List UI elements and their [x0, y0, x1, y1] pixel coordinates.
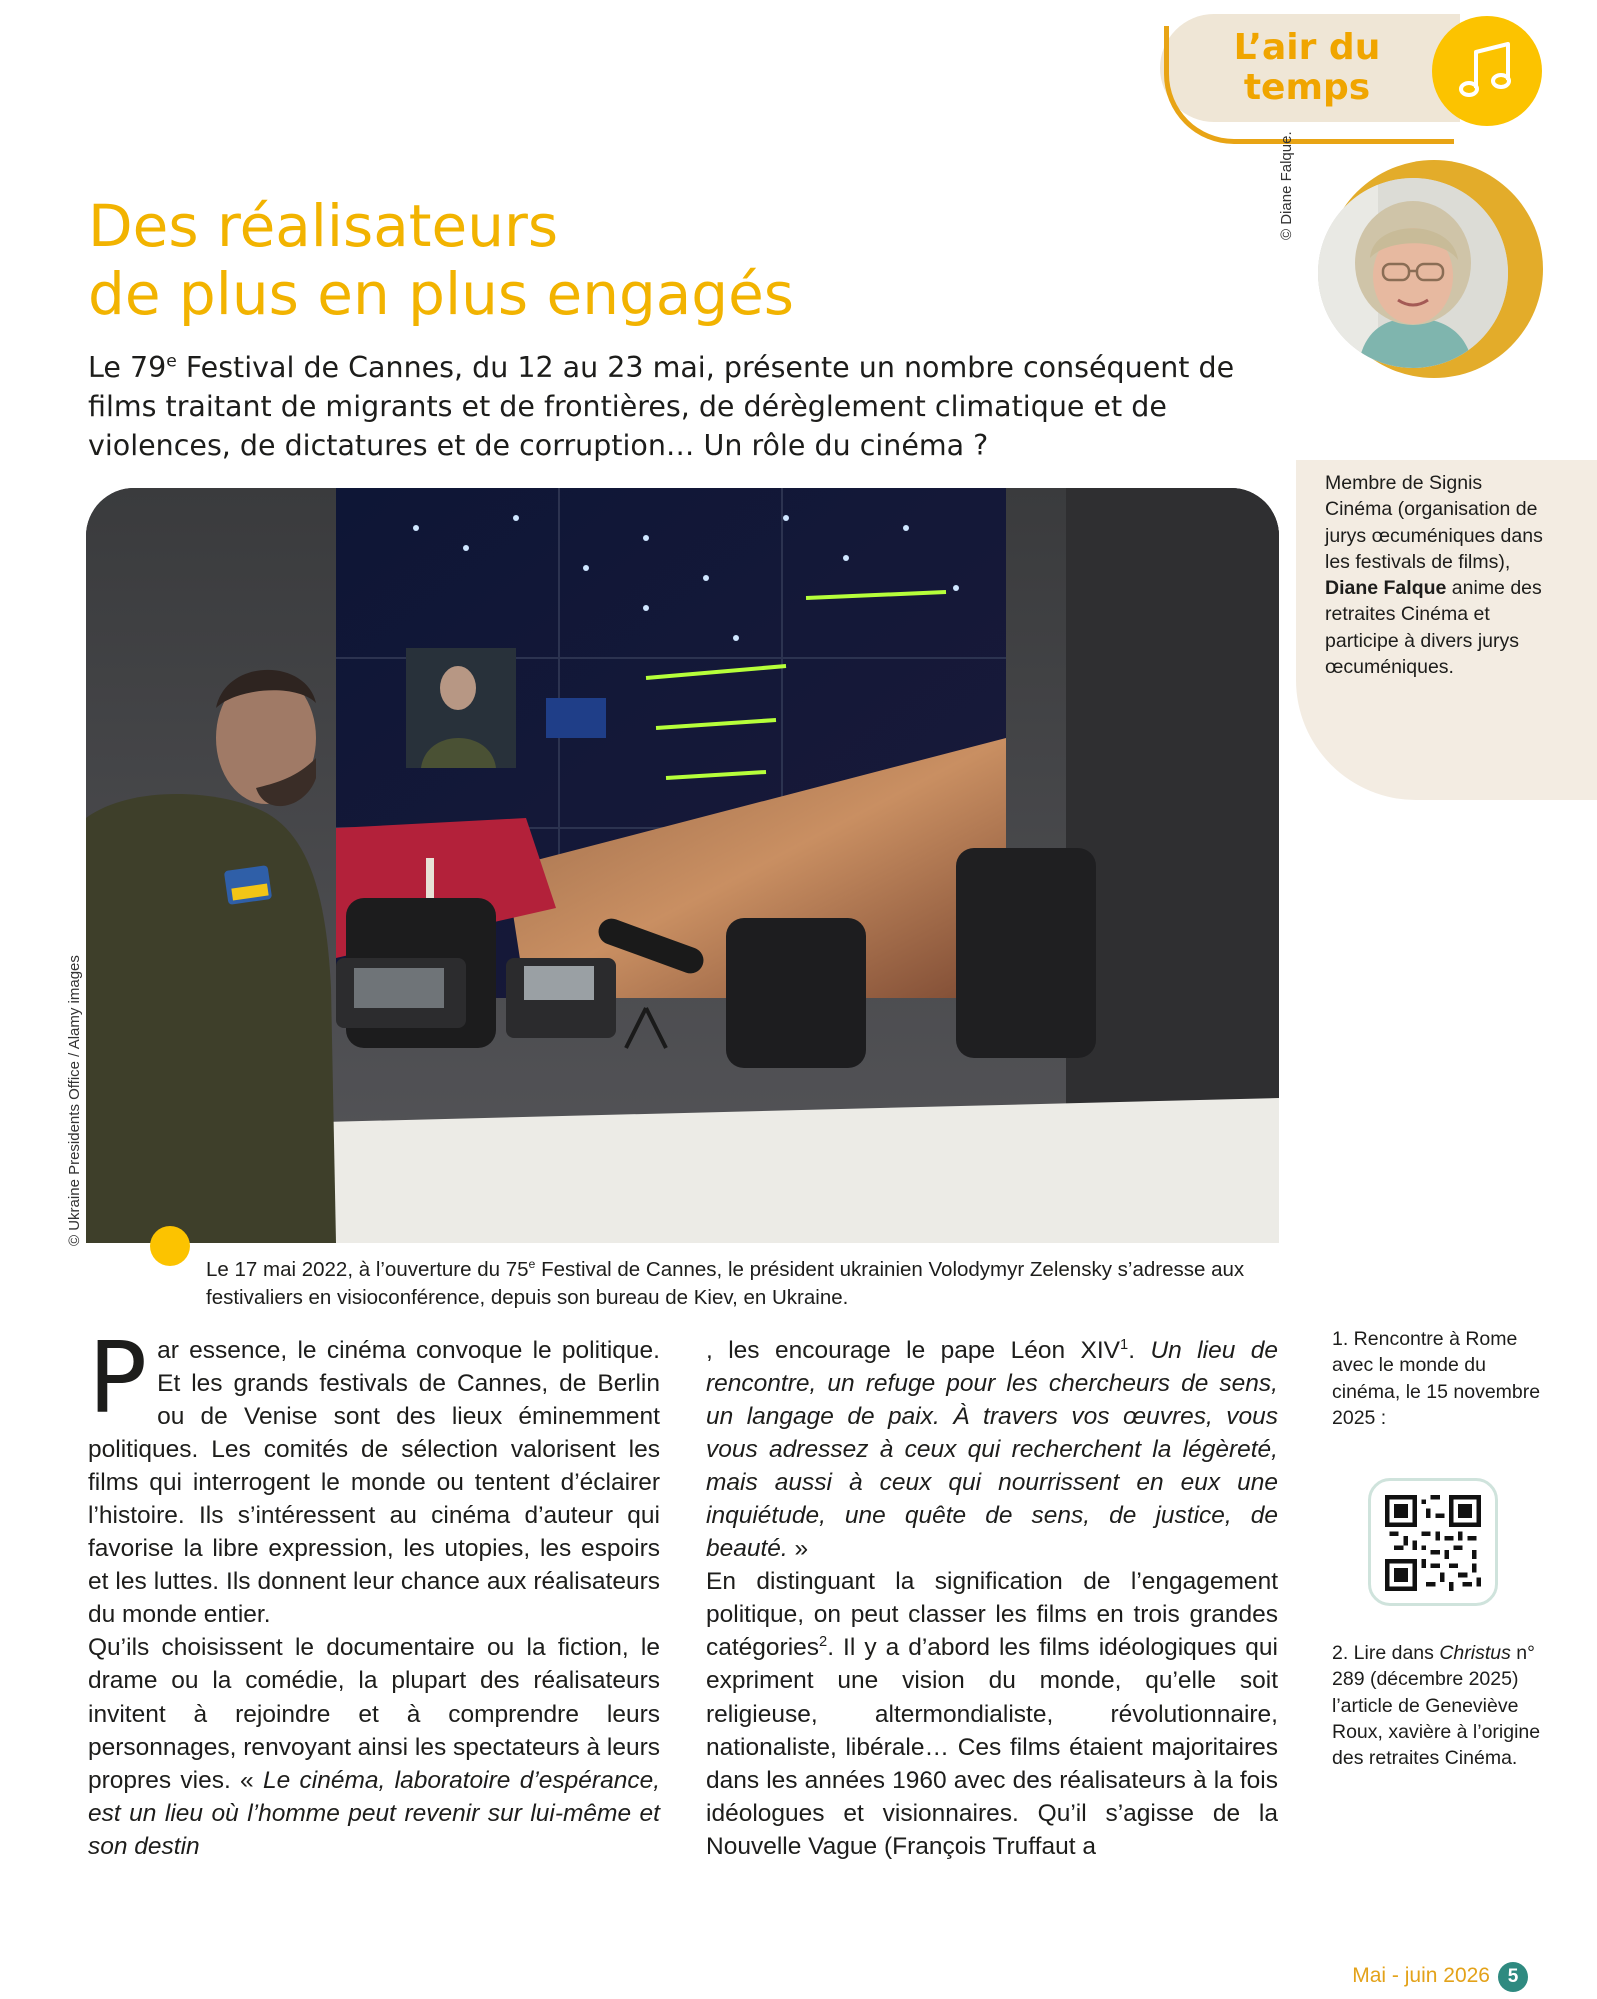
author-name: Diane Falque	[1325, 577, 1447, 600]
article-title	[88, 192, 988, 328]
photo-caption	[206, 1256, 1286, 1312]
page-number: 5	[1498, 1962, 1528, 1992]
footnote-ref-1: 1	[1120, 1336, 1129, 1353]
lead-text-end: Festival de Cannes, du 12 au 23 mai, présente un nombre conséquent de films traitant de migrants et de frontières, de dérèglement climatique et de violences, de dictatures et de corruption… Un rôle du cinéma ?	[88, 351, 1235, 462]
pope-quote: Le cinéma, laboratoire d’espérance, est un lieu où l’homme peut revenir sur lui-même et son destin	[88, 1766, 661, 1860]
section-tag-label	[1222, 28, 1392, 108]
drop-cap: P	[88, 1322, 148, 1436]
paragraph-1	[88, 1322, 660, 1631]
footnote-2-text-start: 2. Lire dans	[1332, 1642, 1440, 1664]
body-column-2	[706, 1334, 1278, 1863]
article-lead	[88, 348, 1278, 465]
issue-date: Mai - juin 2026	[1352, 1964, 1490, 1987]
pope-quote-2: Un lieu de rencontre, un refuge pour les chercheurs de sens, un langage de paix. À travers vos œuvres, vous vous adressez à ceux qui recherchent la légèreté, mais aussi à ceux qui nourrissent en eux une inquiétude, une quête de sens, de justice, de beauté.	[706, 1337, 1278, 1563]
paragraph-2-continued	[706, 1334, 1278, 1565]
quote-separator: .	[1128, 1337, 1151, 1364]
paragraph-3-text-end: . Il y a d’abord les films idéologiques qui expriment une vision du monde, qu’elle soit religieuse, altermondialiste, révolutionnaire, nationaliste, libérale… Ces films étaient majoritaires dans les années 1960 avec des réalisateurs à la fois idéologues et visionnaires. Qu’il s’agisse de la Nouvelle Vague (François Truffaut a	[706, 1634, 1278, 1860]
section-tag-line2: temps	[1243, 67, 1371, 108]
lead-text-start: Le 79	[88, 351, 167, 384]
body-column-1	[88, 1322, 661, 1863]
main-photo	[86, 488, 1279, 1243]
paragraph-3-text-start: En distinguant la signification de l’engagement politique, on peut classer les films en trois grandes catégories	[706, 1568, 1278, 1662]
title-line2: de plus en plus engagés	[88, 260, 795, 328]
portrait-credit: © Diane Falque.	[1278, 131, 1295, 240]
lead-superscript: e	[166, 351, 177, 372]
footnote-2	[1332, 1640, 1552, 1771]
quote-close: »	[787, 1535, 809, 1563]
footnote-1: 1. Rencontre à Rome avec le monde du cinéma, le 15 novembre 2025 :	[1332, 1328, 1541, 1429]
section-tag	[1160, 14, 1452, 124]
caption-superscript: e	[528, 1257, 536, 1272]
author-portrait	[1318, 178, 1508, 368]
section-tag-line1: L’air du	[1233, 27, 1381, 68]
bio-text-end: anime des retraites Cinéma et participe à divers jurys œcuméniques.	[1325, 577, 1542, 679]
caption-dot	[150, 1226, 190, 1266]
photo-credit: © Ukraine Presidents Office / Alamy images	[66, 955, 83, 1246]
paragraph-1-text: ar essence, le cinéma convoque le politique. Et les grands festivals de Cannes, de Berlin ou de Venise sont des lieux éminemment politiques. Les comités de sélection valorisent les films qui interrogent le monde ou tentent d’éclairer l’histoire. Ils s’intéressent au cinéma d’auteur qui favorise la libre expression, les utopies, les espoirs et les luttes. Ils donnent leur chance aux réalisateurs du monde entier.	[88, 1337, 660, 1629]
caption-text-start: Le 17 mai 2022, à l’ouverture du 75	[206, 1258, 529, 1281]
paragraph-3	[706, 1565, 1278, 1862]
bio-text-start: Membre de Signis Cinéma (organisation de jurys œcuméniques dans les festivals de films),	[1325, 472, 1543, 573]
paragraph-2-text: Qu’ils choisissent le documentaire ou la fiction, le drame ou la comédie, la plupart des réalisateurs invitent à rejoindre et à comprendre leurs personnages, renvoyant ainsi les spectateurs à leurs propres vies. «	[88, 1634, 660, 1794]
quote-attribution: , les encourage le pape Léon XIV	[706, 1337, 1121, 1364]
footnote-ref-2: 2	[819, 1634, 828, 1651]
music-note-icon	[1432, 16, 1542, 126]
footnote-2-text-end: n° 289 (décembre 2025) l’article de Geneviève Roux, xavière à l’origine des retraites Cinéma.	[1332, 1642, 1541, 1770]
caption-text-end: Festival de Cannes, le président ukrainien Volodymyr Zelensky s’adresse aux festivaliers en visioconférence, depuis son bureau de Kiev, en Ukraine.	[206, 1258, 1245, 1309]
paragraph-2	[88, 1631, 660, 1862]
qr-code-icon[interactable]	[1368, 1478, 1498, 1606]
title-line1: Des réalisateurs	[88, 192, 559, 260]
author-bio	[1325, 470, 1545, 680]
journal-title: Christus	[1439, 1642, 1511, 1664]
